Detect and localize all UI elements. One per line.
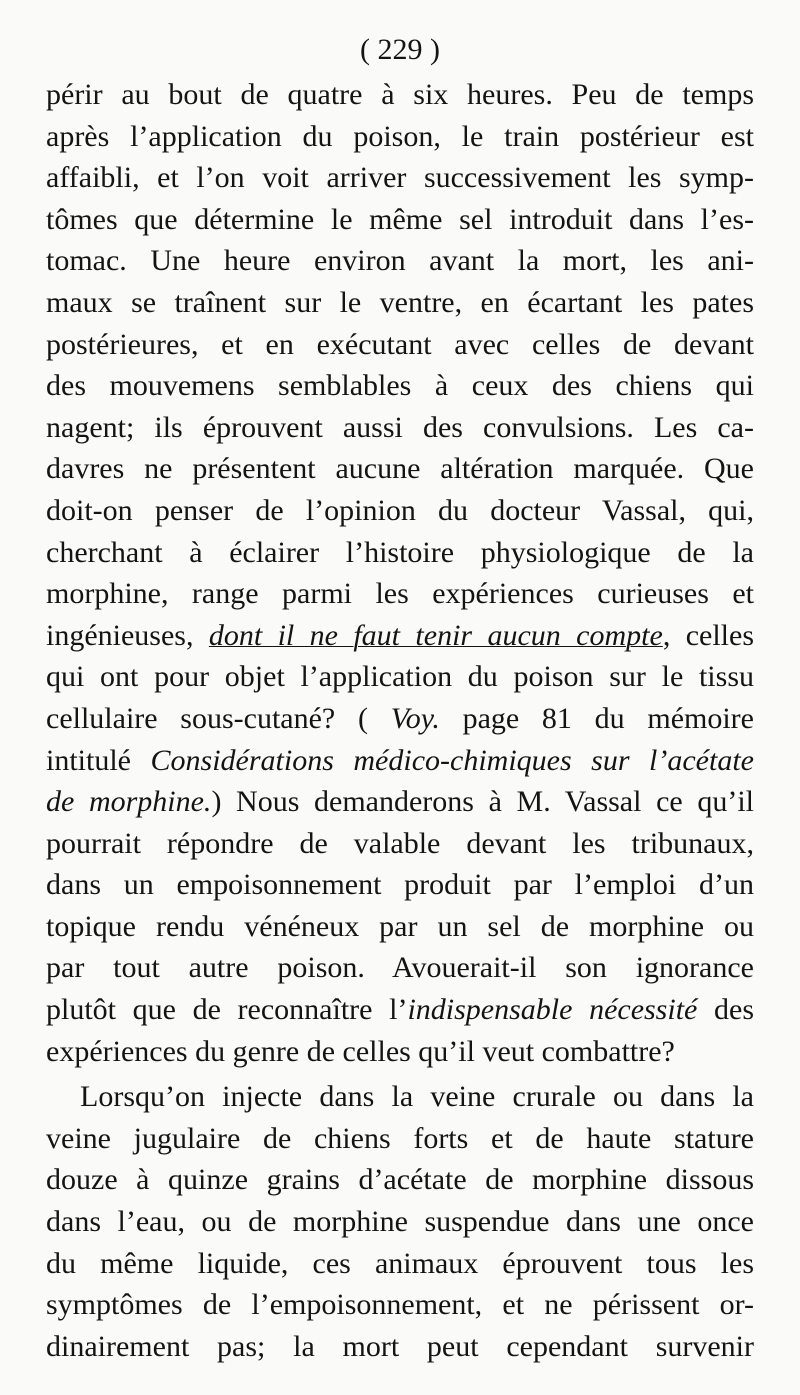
- text-line: pourrait répondre de valable devant les tribunaux,: [46, 826, 754, 860]
- text-line: [46, 740, 754, 782]
- text-line: symptômes de l’empoisonnement, et ne périssent or-: [46, 1288, 754, 1322]
- text-line: dans l’eau, ou de morphine suspendue dans une once: [46, 1205, 754, 1239]
- text-line: maux se traînent sur le ventre, en écartant les pates: [46, 285, 754, 319]
- text-line: [46, 989, 754, 1031]
- text-line: morphine, range parmi les expériences curieuses et: [46, 577, 754, 611]
- text-line: douze à quinze grains d’acétate de morphine dissous: [46, 1163, 754, 1197]
- text-line: du même liquide, ces animaux éprouvent tous les: [46, 1246, 754, 1280]
- text-line: après l’application du poison, le train postérieur est: [46, 119, 754, 153]
- text-line: postérieures, et en exécutant avec celles de devant: [46, 327, 754, 361]
- text-line: périr au bout de quatre à six heures. Peu de temps: [46, 78, 754, 111]
- paragraph-2: [46, 1076, 754, 1367]
- text-segment: cellulaire sous-cutané? (: [46, 701, 391, 735]
- text-line: cherchant à éclairer l’histoire physiologique de la: [46, 535, 754, 569]
- text-line: doit-on penser de l’opinion du docteur Vassal, qui,: [46, 493, 754, 527]
- italic-title: Considérations médico-chimiques sur l’acétate: [150, 743, 754, 777]
- text-segment: des: [697, 993, 754, 1027]
- text-line: davres ne présentent aucune altération marquée. Que: [46, 452, 754, 486]
- text-segment: ) Nous demanderons à M. Vassal ce qu’il: [211, 785, 754, 819]
- italic-text: Voy.: [390, 701, 440, 735]
- page-number: ( 229 ): [360, 33, 440, 66]
- text-line: dinairement pas; la mort peut cependant survenir: [46, 1329, 754, 1363]
- text-segment: page 81 du mémoire: [439, 701, 754, 735]
- text-line: veine jugulaire de chiens forts et de haute stature: [46, 1121, 754, 1155]
- text-line: qui ont pour objet l’application du poison sur le tissu: [46, 660, 754, 694]
- text-line: affaibli, et l’on voit arriver successivement les symp-: [46, 161, 754, 195]
- text-line: [46, 698, 754, 740]
- paragraph-1: [46, 74, 754, 1072]
- italic-title: de morphine.: [46, 785, 212, 819]
- text-line: [46, 615, 754, 657]
- text-segment: , celles: [662, 618, 754, 652]
- text-line: des mouvemens semblables à ceux des chiens qui: [46, 369, 754, 403]
- italic-text: indispensable nécessité: [407, 993, 698, 1027]
- text-line: topique rendu vénéneux par un sel de morphine ou: [46, 909, 754, 943]
- text-line: par tout autre poison. Avouerait-il son ignorance: [46, 951, 754, 985]
- text-line: dans un empoisonnement produit par l’emploi d’un: [46, 868, 754, 902]
- text-line: [46, 781, 754, 823]
- italic-quote: dont il ne faut tenir aucun compte: [208, 618, 663, 652]
- body-text: [46, 74, 754, 1367]
- text-segment: ingénieuses,: [46, 618, 209, 652]
- text-line: Lorsqu’on injecte dans la veine crurale ou dans la: [80, 1080, 754, 1114]
- text-line: tômes que détermine le même sel introduit dans l’es-: [46, 202, 754, 236]
- text-segment: intitulé: [46, 743, 151, 777]
- text-segment: plutôt que de reconnaître l’: [46, 993, 408, 1027]
- text-line: tomac. Une heure environ avant la mort, les ani-: [46, 244, 754, 278]
- text-line: expériences du genre de celles qu’il veut combattre?: [46, 1034, 675, 1068]
- text-line: nagent; ils éprouvent aussi des convulsions. Les ca-: [46, 410, 754, 444]
